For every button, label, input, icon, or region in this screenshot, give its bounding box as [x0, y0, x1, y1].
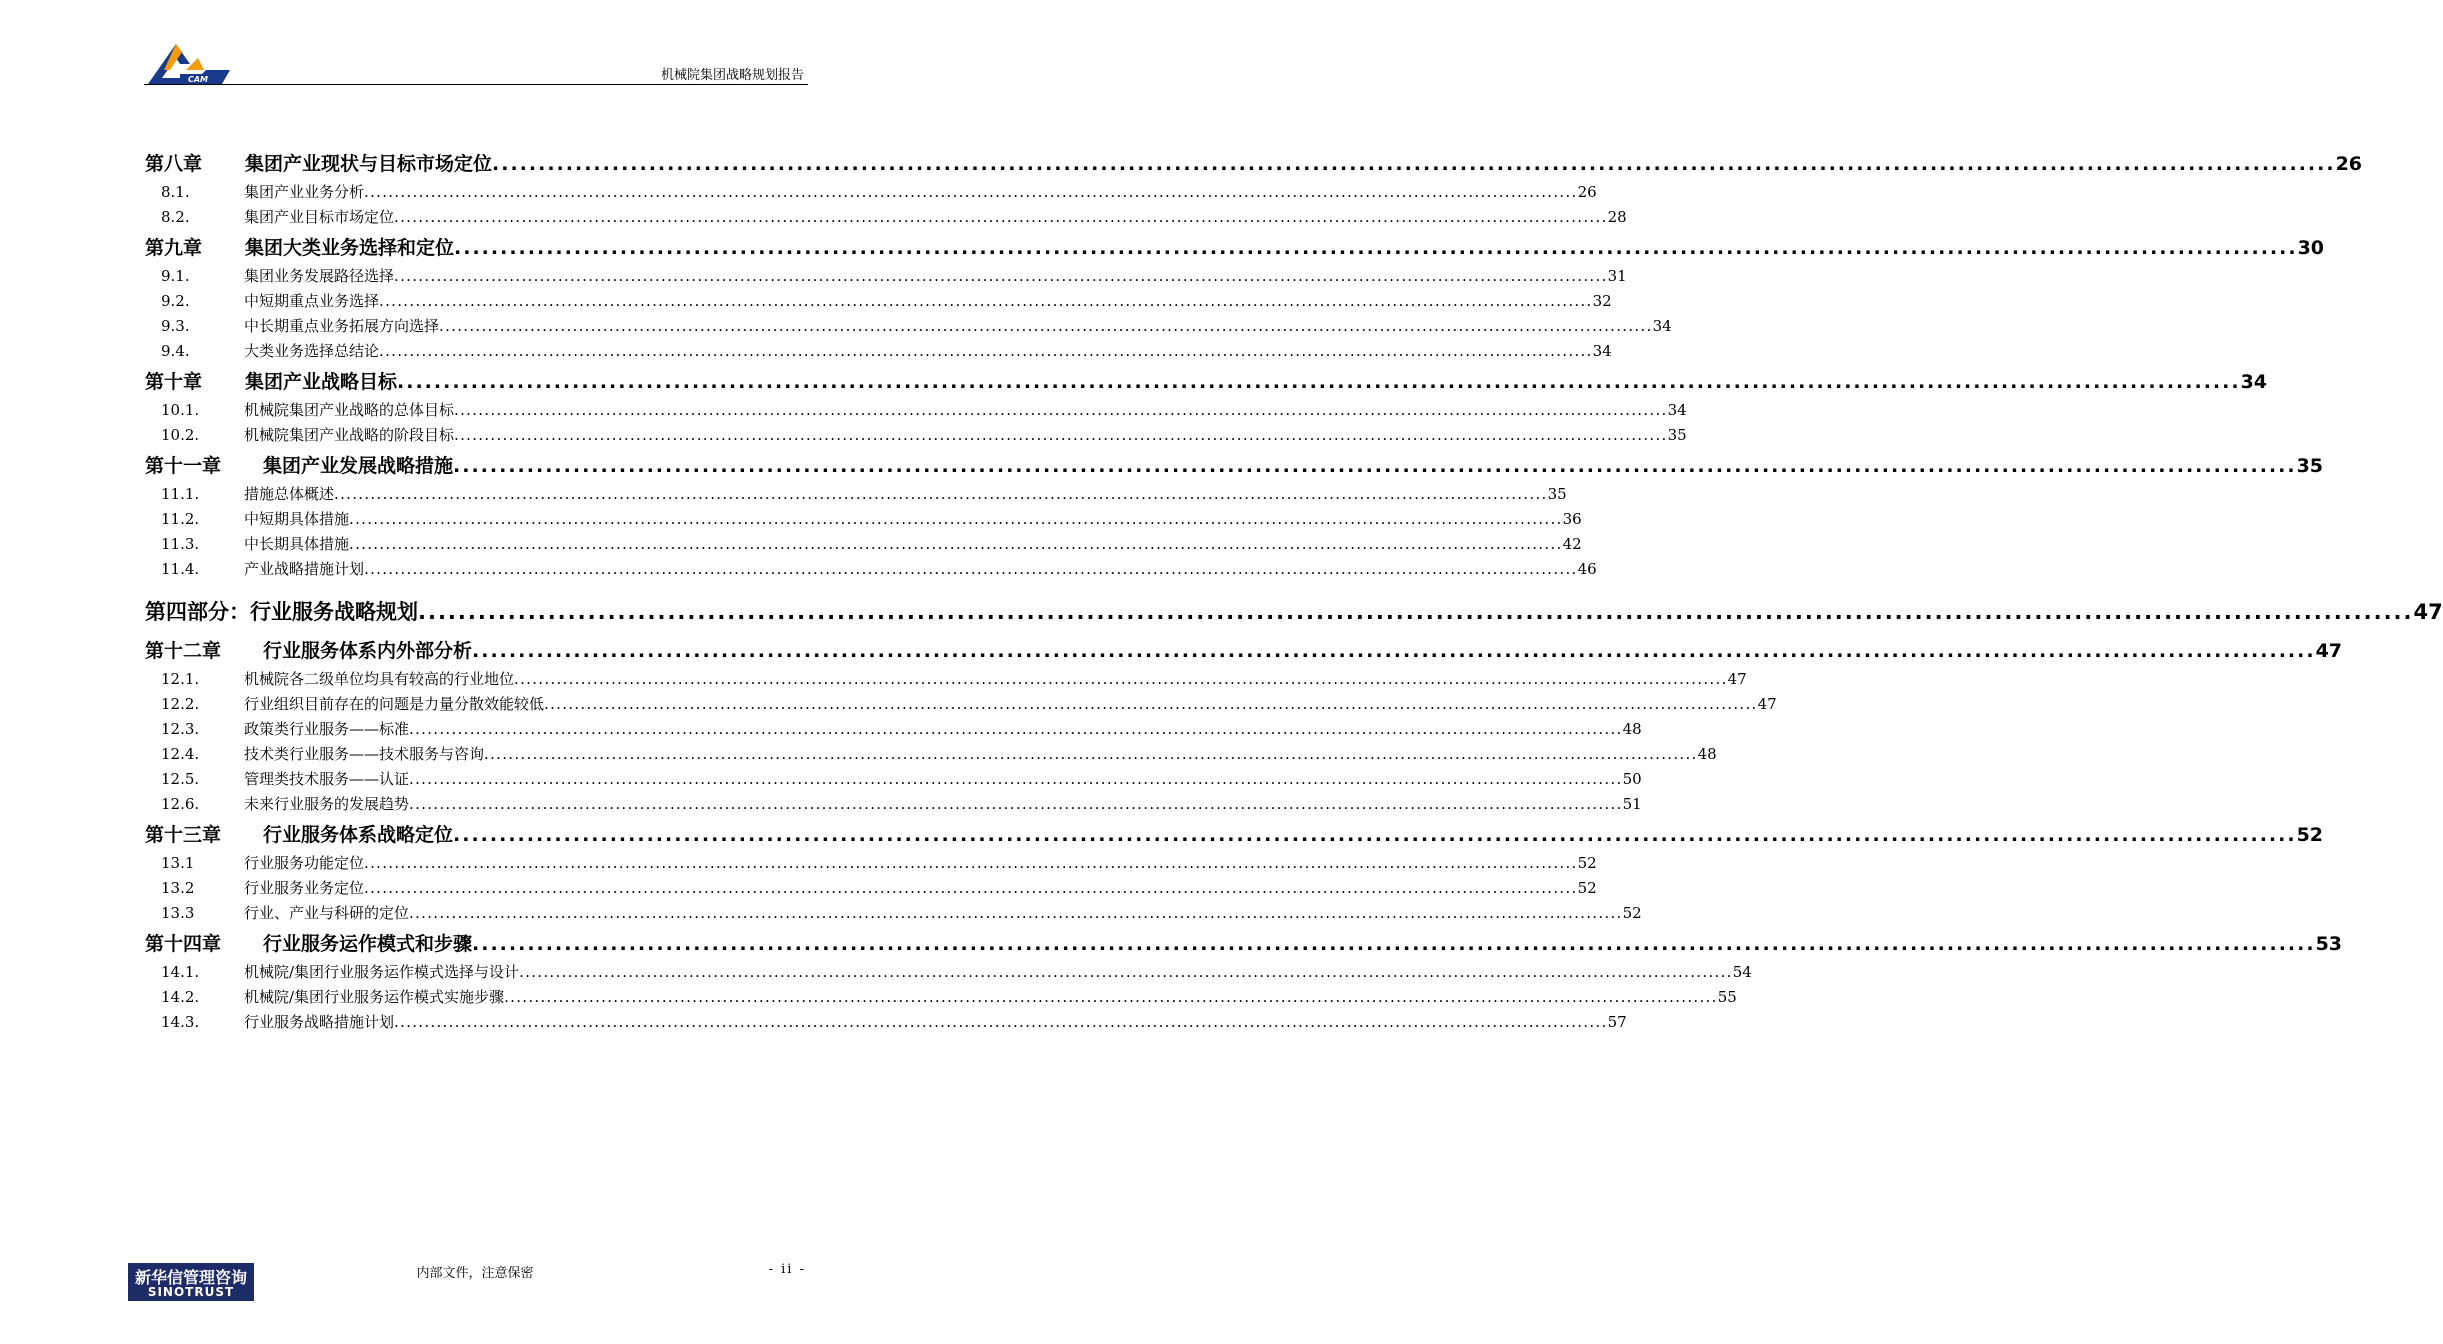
toc-page-number: 32: [1592, 292, 1612, 310]
toc-entry-number: 13.1: [161, 854, 195, 872]
toc-entry-title: 机械院集团产业战略的总体目标: [244, 401, 455, 419]
toc-entry-number: 14.2.: [161, 988, 200, 1006]
toc-entry-title: 中长期重点业务拓展方向选择: [244, 317, 440, 335]
toc-section-row[interactable]: [145, 314, 1672, 339]
toc-entry-title: 行业服务业务定位: [244, 879, 365, 897]
toc-section-row[interactable]: [145, 767, 1642, 792]
toc-section-row[interactable]: [145, 960, 1752, 985]
toc-chapter-row[interactable]: [145, 929, 2343, 960]
toc-entry-title: 集团业务发展路径选择: [244, 267, 395, 285]
toc-dot-leader: ........................................................................................................................................................................................................: [472, 640, 2316, 662]
confidential-notice: 内部文件，注意保密: [416, 1266, 534, 1281]
toc-page-number: 47: [2413, 600, 2443, 624]
toc-dot-leader: ........................................................................................................................................................................................................: [454, 426, 1668, 444]
toc-page-number: 46: [1577, 560, 1597, 578]
toc-entry-title: 中短期具体措施: [244, 510, 350, 528]
sinotrust-logo-cn: 新华信管理咨询: [134, 1268, 247, 1287]
toc-page-number: 50: [1622, 770, 1642, 788]
toc-entry-title: 集团产业业务分析: [244, 183, 365, 201]
toc-section-row[interactable]: [145, 1010, 1627, 1035]
toc-entry-title: 集团产业现状与目标市场定位: [245, 153, 493, 175]
toc-entry-number: 8.2.: [161, 208, 190, 226]
cam-logo-icon: [146, 40, 232, 86]
toc-section-row[interactable]: [145, 667, 1747, 692]
toc-entry-title: 行业组织目前存在的问题是力量分散效能较低: [244, 695, 545, 713]
toc-section-row[interactable]: [145, 557, 1597, 582]
toc-chapter-row[interactable]: [145, 636, 2343, 667]
toc-dot-leader: ........................................................................................................................................................................................................: [453, 455, 2297, 477]
toc-dot-leader: ........................................................................................................................................................................................................: [379, 292, 1593, 310]
toc-entry-title: 大类业务选择总结论: [244, 342, 380, 360]
toc-dot-leader: ........................................................................................................................................................................................................: [394, 208, 1608, 226]
toc-dot-leader: ........................................................................................................................................................................................................: [514, 670, 1728, 688]
toc-chapter-row[interactable]: [145, 820, 2324, 851]
toc-dot-leader: ........................................................................................................................................................................................................: [504, 988, 1718, 1006]
toc-dot-leader: ........................................................................................................................................................................................................: [409, 770, 1623, 788]
toc-entry-title: 第四部分：行业服务战略规划: [145, 600, 418, 624]
toc-entry-title: 技术类行业服务——技术服务与咨询: [244, 745, 485, 763]
toc-section-row[interactable]: [145, 339, 1612, 364]
toc-page-number: 47: [1727, 670, 1747, 688]
toc-page-number: 30: [2297, 237, 2325, 259]
toc-dot-leader: ........................................................................................................................................................................................................: [418, 600, 2414, 624]
toc-section-row[interactable]: [145, 264, 1627, 289]
toc-entry-number: 第九章: [145, 237, 203, 259]
toc-page-number: 52: [1577, 854, 1597, 872]
toc-dot-leader: ........................................................................................................................................................................................................: [349, 535, 1563, 553]
toc-chapter-row[interactable]: [145, 233, 2325, 264]
toc-entry-number: 9.2.: [161, 292, 190, 310]
toc-entry-title: 管理类技术服务——认证: [244, 770, 410, 788]
toc-entry-number: 11.3.: [161, 535, 200, 553]
toc-entry-title: 机械院集团产业战略的阶段目标: [244, 426, 455, 444]
toc-entry-title: 集团产业战略目标: [245, 371, 398, 393]
toc-dot-leader: ........................................................................................................................................................................................................: [439, 317, 1653, 335]
toc-dot-leader: ........................................................................................................................................................................................................: [454, 237, 2298, 259]
toc-dot-leader: ........................................................................................................................................................................................................: [379, 342, 1593, 360]
toc-page-number: 52: [1577, 879, 1597, 897]
toc-section-row[interactable]: [145, 482, 1567, 507]
toc-entry-number: 8.1.: [161, 183, 190, 201]
toc-dot-leader: ........................................................................................................................................................................................................: [364, 879, 1578, 897]
toc-page-number: 34: [1592, 342, 1612, 360]
toc-entry-number: 11.4.: [161, 560, 200, 578]
toc-dot-leader: ........................................................................................................................................................................................................: [453, 824, 2297, 846]
toc-page-number: 28: [1607, 208, 1627, 226]
header-divider: [144, 84, 808, 85]
toc-section-row[interactable]: [145, 507, 1582, 532]
toc-dot-leader: ........................................................................................................................................................................................................: [397, 371, 2241, 393]
toc-dot-leader: ........................................................................................................................................................................................................: [394, 267, 1608, 285]
toc-chapter-row[interactable]: [145, 367, 2268, 398]
toc-section-row[interactable]: [145, 876, 1597, 901]
toc-page-number: 34: [2240, 371, 2268, 393]
toc-entry-number: 第十二章: [145, 640, 222, 662]
toc-page-number: 53: [2315, 933, 2343, 955]
toc-page-number: 26: [2335, 153, 2363, 175]
toc-dot-leader: ........................................................................................................................................................................................................: [409, 720, 1623, 738]
toc-page-number: 48: [1697, 745, 1717, 763]
toc-page-number: 34: [1667, 401, 1687, 419]
toc-section-row[interactable]: [145, 717, 1642, 742]
toc-entry-title: 措施总体概述: [244, 485, 335, 503]
toc-page-number: 52: [1622, 904, 1642, 922]
company-logo: [146, 40, 232, 86]
toc-entry-title: 行业、产业与科研的定位: [244, 904, 410, 922]
toc-entry-number: 12.1.: [161, 670, 200, 688]
toc-dot-leader: ........................................................................................................................................................................................................: [394, 1013, 1608, 1031]
toc-dot-leader: ........................................................................................................................................................................................................: [409, 795, 1623, 813]
logo-text: CAM: [187, 75, 209, 84]
toc-entry-title: 中长期具体措施: [244, 535, 350, 553]
toc-page-number: 48: [1622, 720, 1642, 738]
toc-entry-title: 中短期重点业务选择: [244, 292, 380, 310]
toc-entry-title: 政策类行业服务——标准: [244, 720, 410, 738]
toc-entry-title: 机械院各二级单位均具有较高的行业地位: [244, 670, 515, 688]
toc-entry-number: 第十一章: [145, 455, 222, 477]
toc-section-row[interactable]: [145, 205, 1627, 230]
toc-page-number: 35: [1667, 426, 1687, 444]
table-of-contents: [145, 146, 2443, 1035]
toc-part-row[interactable]: [145, 594, 2443, 630]
toc-entry-number: 9.1.: [161, 267, 190, 285]
toc-entry-title: 行业服务运作模式和步骤: [263, 933, 473, 955]
sinotrust-logo-en: SINOTRUST: [147, 1285, 235, 1299]
toc-dot-leader: ........................................................................................................................................................................................................: [484, 745, 1698, 763]
toc-chapter-row[interactable]: [145, 149, 2363, 180]
toc-page-number: 51: [1622, 795, 1642, 813]
toc-page-number: 54: [1732, 963, 1752, 981]
toc-entry-number: 9.3.: [161, 317, 190, 335]
toc-entry-number: 12.5.: [161, 770, 200, 788]
toc-entry-number: 12.3.: [161, 720, 200, 738]
toc-entry-title: 机械院/集团行业服务运作模式选择与设计: [244, 963, 520, 981]
toc-page-number: 47: [1757, 695, 1777, 713]
toc-entry-title: 行业服务功能定位: [244, 854, 365, 872]
toc-page-number: 36: [1562, 510, 1582, 528]
toc-entry-title: 未来行业服务的发展趋势: [244, 795, 410, 813]
toc-section-row[interactable]: [145, 742, 1717, 767]
toc-entry-title: 集团产业发展战略措施: [263, 455, 454, 477]
toc-page-number: 42: [1562, 535, 1582, 553]
toc-section-row[interactable]: [145, 532, 1582, 557]
toc-entry-number: 12.2.: [161, 695, 200, 713]
toc-section-row[interactable]: [145, 851, 1597, 876]
toc-page-number: 35: [1547, 485, 1567, 503]
toc-entry-number: 11.1.: [161, 485, 200, 503]
toc-dot-leader: ........................................................................................................................................................................................................: [364, 854, 1578, 872]
toc-entry-number: 12.4.: [161, 745, 200, 763]
toc-page-number: 55: [1717, 988, 1737, 1006]
toc-dot-leader: ........................................................................................................................................................................................................: [364, 183, 1578, 201]
toc-entry-number: 10.1.: [161, 401, 200, 419]
toc-entry-title: 集团大类业务选择和定位: [245, 237, 455, 259]
page-number: - ii -: [768, 1262, 806, 1277]
toc-page-number: 26: [1577, 183, 1597, 201]
toc-chapter-row[interactable]: [145, 451, 2324, 482]
toc-entry-number: 13.3: [161, 904, 195, 922]
toc-page-number: 34: [1652, 317, 1672, 335]
toc-page-number: 31: [1607, 267, 1627, 285]
toc-entry-title: 行业服务体系战略定位: [263, 824, 454, 846]
toc-page-number: 35: [2296, 455, 2324, 477]
toc-dot-leader: ........................................................................................................................................................................................................: [409, 904, 1623, 922]
toc-entry-number: 10.2.: [161, 426, 200, 444]
toc-entry-title: 行业服务体系内外部分析: [263, 640, 473, 662]
toc-page-number: 47: [2315, 640, 2343, 662]
toc-section-row[interactable]: [145, 985, 1737, 1010]
toc-section-row[interactable]: [145, 692, 1777, 717]
toc-section-row[interactable]: [145, 398, 1687, 423]
toc-entry-number: 13.2: [161, 879, 195, 897]
toc-dot-leader: ........................................................................................................................................................................................................: [544, 695, 1758, 713]
toc-dot-leader: ........................................................................................................................................................................................................: [519, 963, 1733, 981]
toc-dot-leader: ........................................................................................................................................................................................................: [349, 510, 1563, 528]
toc-entry-number: 9.4.: [161, 342, 190, 360]
toc-section-row[interactable]: [145, 289, 1612, 314]
toc-dot-leader: ........................................................................................................................................................................................................: [472, 933, 2316, 955]
toc-page-number: 52: [2296, 824, 2324, 846]
toc-dot-leader: ........................................................................................................................................................................................................: [454, 401, 1668, 419]
toc-section-row[interactable]: [145, 423, 1687, 448]
toc-section-row[interactable]: [145, 180, 1597, 205]
report-title: 机械院集团战略规划报告: [660, 68, 804, 83]
toc-section-row[interactable]: [145, 792, 1642, 817]
toc-page-number: 57: [1607, 1013, 1627, 1031]
toc-entry-title: 机械院/集团行业服务运作模式实施步骤: [244, 988, 505, 1006]
toc-entry-number: 第八章: [145, 153, 203, 175]
toc-dot-leader: ........................................................................................................................................................................................................: [364, 560, 1578, 578]
toc-entry-title: 产业战略措施计划: [244, 560, 365, 578]
toc-entry-number: 第十三章: [145, 824, 222, 846]
toc-entry-number: 第十四章: [145, 933, 222, 955]
toc-entry-number: 14.3.: [161, 1013, 200, 1031]
toc-entry-number: 12.6.: [161, 795, 200, 813]
toc-dot-leader: ........................................................................................................................................................................................................: [334, 485, 1548, 503]
toc-entry-number: 11.2.: [161, 510, 200, 528]
toc-section-row[interactable]: [145, 901, 1642, 926]
toc-entry-title: 行业服务战略措施计划: [244, 1013, 395, 1031]
toc-dot-leader: ........................................................................................................................................................................................................: [492, 153, 2336, 175]
toc-entry-title: 集团产业目标市场定位: [244, 208, 395, 226]
toc-entry-number: 14.1.: [161, 963, 200, 981]
toc-entry-number: 第十章: [145, 371, 203, 393]
